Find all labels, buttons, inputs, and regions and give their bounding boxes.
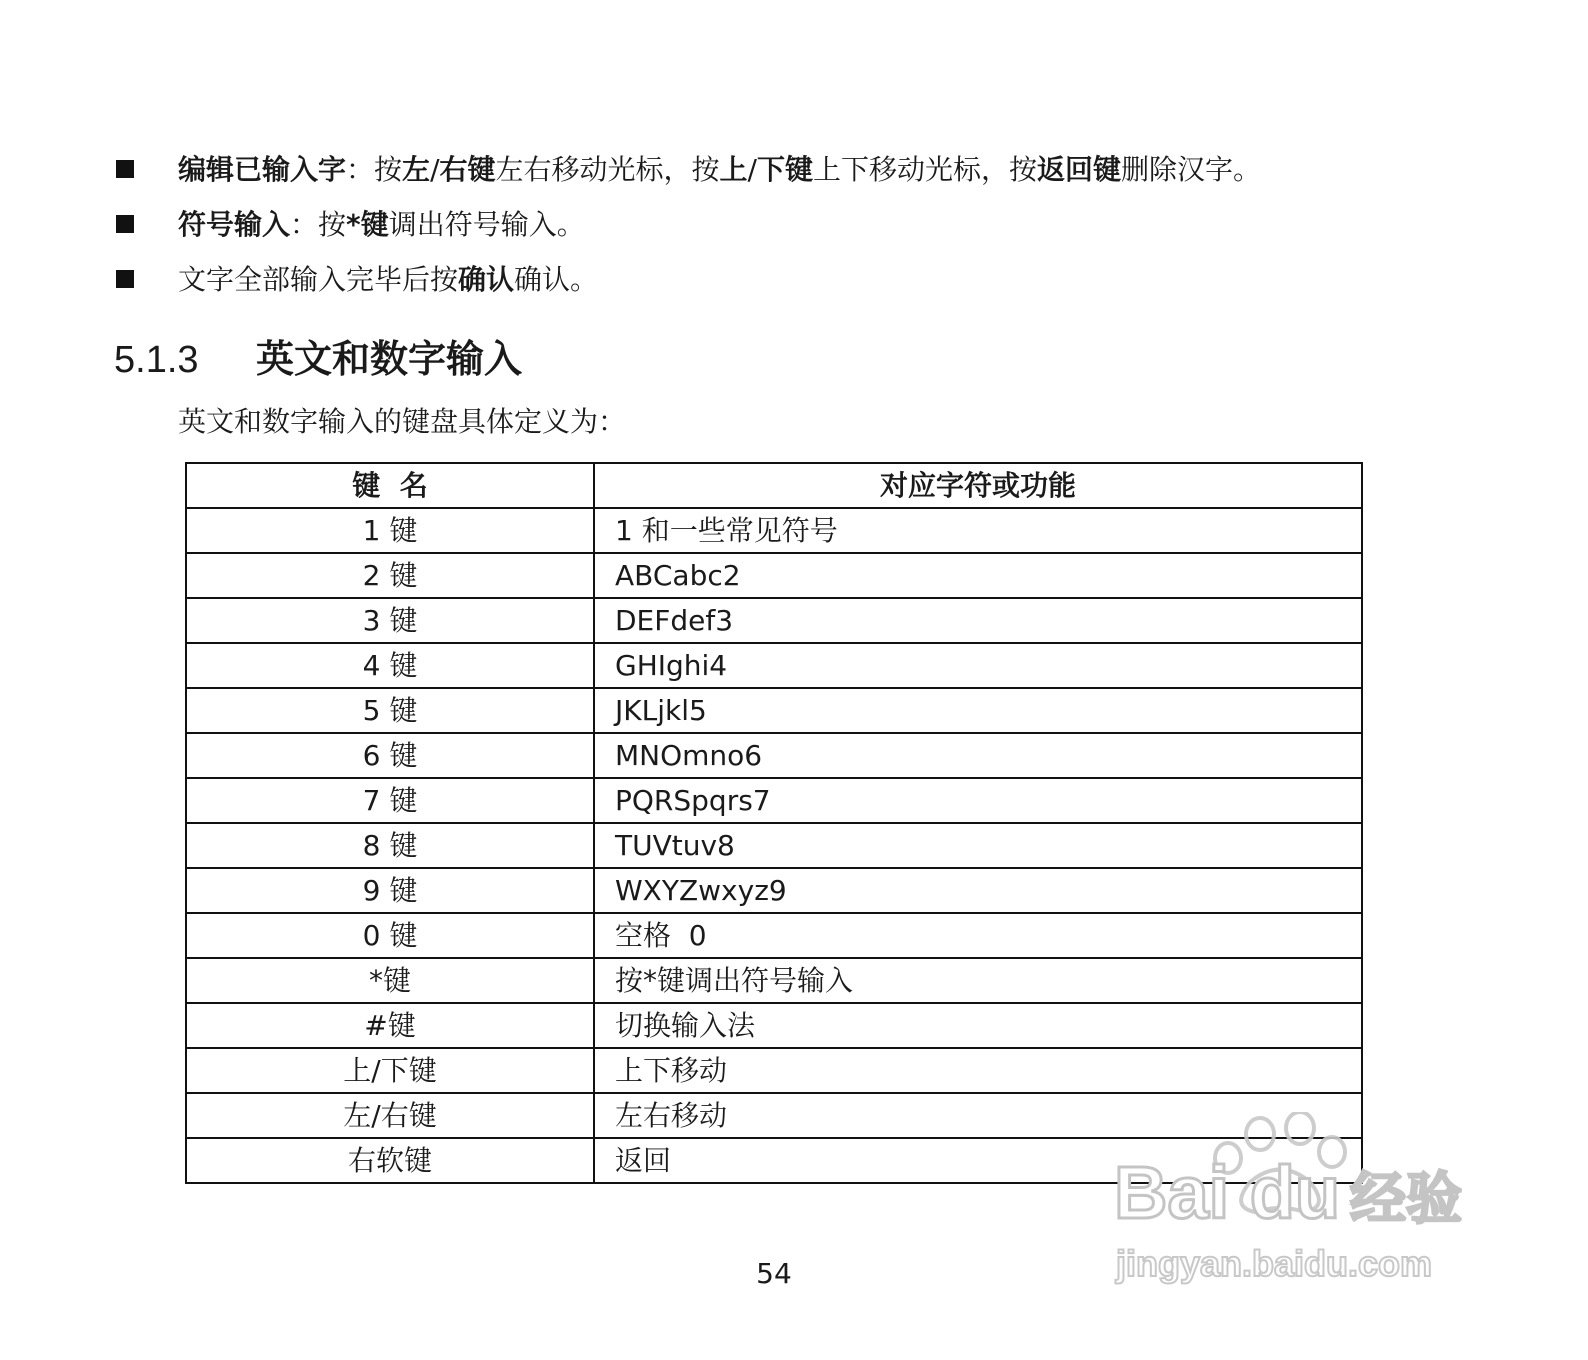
key-name-cell: 右软键 xyxy=(186,1138,594,1183)
key-name-cell: 2 键 xyxy=(186,553,594,598)
table-header-row xyxy=(186,463,1362,508)
key-name-cell: #键 xyxy=(186,1003,594,1048)
seg: 文字全部输入完毕后按 xyxy=(178,263,459,296)
function-cell: 按*键调出符号输入 xyxy=(594,958,1362,1003)
bullet-text: 符号输入：按*键调出符号输入。 xyxy=(178,208,585,241)
function-cell: 返回 xyxy=(594,1138,1362,1183)
page-number: 54 xyxy=(756,1257,792,1290)
table-row xyxy=(186,643,1362,688)
seg: 返回键 xyxy=(1037,153,1122,186)
seg: / xyxy=(747,153,757,186)
seg: 左 xyxy=(402,153,431,186)
section-title: 英文和数字输入 xyxy=(256,337,523,381)
seg: 确认 xyxy=(458,263,515,296)
function-cell: PQRSpqrs7 xyxy=(594,778,1362,823)
function-cell: GHIghi4 xyxy=(594,643,1362,688)
key-name-cell: 9 键 xyxy=(186,868,594,913)
table-row xyxy=(186,958,1362,1003)
key-name-cell: *键 xyxy=(186,958,594,1003)
seg: 按 xyxy=(374,153,403,186)
function-cell: 上下移动 xyxy=(594,1048,1362,1093)
seg: 调出符号输入。 xyxy=(388,208,585,241)
seg: 右键 xyxy=(439,153,496,186)
key-definition-table xyxy=(185,462,1363,1184)
bullet-lead: 符号输入 xyxy=(178,208,291,241)
table-row xyxy=(186,913,1362,958)
seg: *键 xyxy=(346,208,389,241)
key-name-cell: 3 键 xyxy=(186,598,594,643)
seg: / xyxy=(430,153,440,186)
table-row xyxy=(186,733,1362,778)
table-row xyxy=(186,598,1362,643)
header-key-name: 键 名 xyxy=(186,463,594,508)
baidu-jingyan-watermark xyxy=(1110,1112,1480,1302)
function-cell: 切换输入法 xyxy=(594,1003,1362,1048)
table-row xyxy=(186,553,1362,598)
bullet-square-icon xyxy=(116,270,134,288)
function-cell: 1 和一些常见符号 xyxy=(594,508,1362,553)
table-row xyxy=(186,1048,1362,1093)
svg-text:Bai du: Bai du xyxy=(1114,1151,1341,1234)
bullet-text xyxy=(178,260,598,300)
function-cell: JKLjkl5 xyxy=(594,688,1362,733)
key-name-cell: 左/右键 xyxy=(186,1093,594,1138)
function-cell: DEFdef3 xyxy=(594,598,1362,643)
table-row xyxy=(186,823,1362,868)
function-cell: 左右移动 xyxy=(594,1093,1362,1138)
table-row xyxy=(186,778,1362,823)
table-row xyxy=(186,868,1362,913)
function-cell: MNOmno6 xyxy=(594,733,1362,778)
bullet-square-icon xyxy=(116,160,134,178)
key-name-cell: 7 键 xyxy=(186,778,594,823)
section-number: 5.1.3 xyxy=(114,339,199,381)
seg: 按 xyxy=(318,208,347,241)
seg: 上下移动光标，按 xyxy=(813,153,1038,186)
table-row xyxy=(186,1003,1362,1048)
key-name-cell: 6 键 xyxy=(186,733,594,778)
seg: 删除汉字。 xyxy=(1121,153,1262,186)
function-cell: TUVtuv8 xyxy=(594,823,1362,868)
section-intro: 英文和数字输入的键盘具体定义为： xyxy=(178,405,627,438)
seg: 左右移动光标，按 xyxy=(495,153,720,186)
table-row xyxy=(186,688,1362,733)
table-row xyxy=(186,508,1362,553)
function-cell: WXYZwxyz9 xyxy=(594,868,1362,913)
key-name-cell: 8 键 xyxy=(186,823,594,868)
seg: 下键 xyxy=(756,153,813,186)
key-name-cell: 上/下键 xyxy=(186,1048,594,1093)
svg-text:经验: 经验 xyxy=(1350,1167,1462,1232)
svg-text:jingyan.baidu.com: jingyan.baidu.com xyxy=(1116,1243,1433,1284)
seg: 上 xyxy=(719,153,748,186)
key-name-cell: 1 键 xyxy=(186,508,594,553)
seg: 确认。 xyxy=(514,263,599,296)
function-cell: 空格 0 xyxy=(594,913,1362,958)
key-name-cell: 5 键 xyxy=(186,688,594,733)
bullet-text: 编辑已输入字：按左/右键左右移动光标，按上/下键上下移动光标，按返回键删除汉字。 xyxy=(178,153,1262,186)
header-function: 对应字符或功能 xyxy=(594,463,1362,508)
function-cell: ABCabc2 xyxy=(594,553,1362,598)
key-name-cell: 0 键 xyxy=(186,913,594,958)
section-heading xyxy=(114,334,523,385)
bullet-lead: 编辑已输入字 xyxy=(178,153,347,186)
bullet-square-icon xyxy=(116,215,134,233)
key-name-cell: 4 键 xyxy=(186,643,594,688)
